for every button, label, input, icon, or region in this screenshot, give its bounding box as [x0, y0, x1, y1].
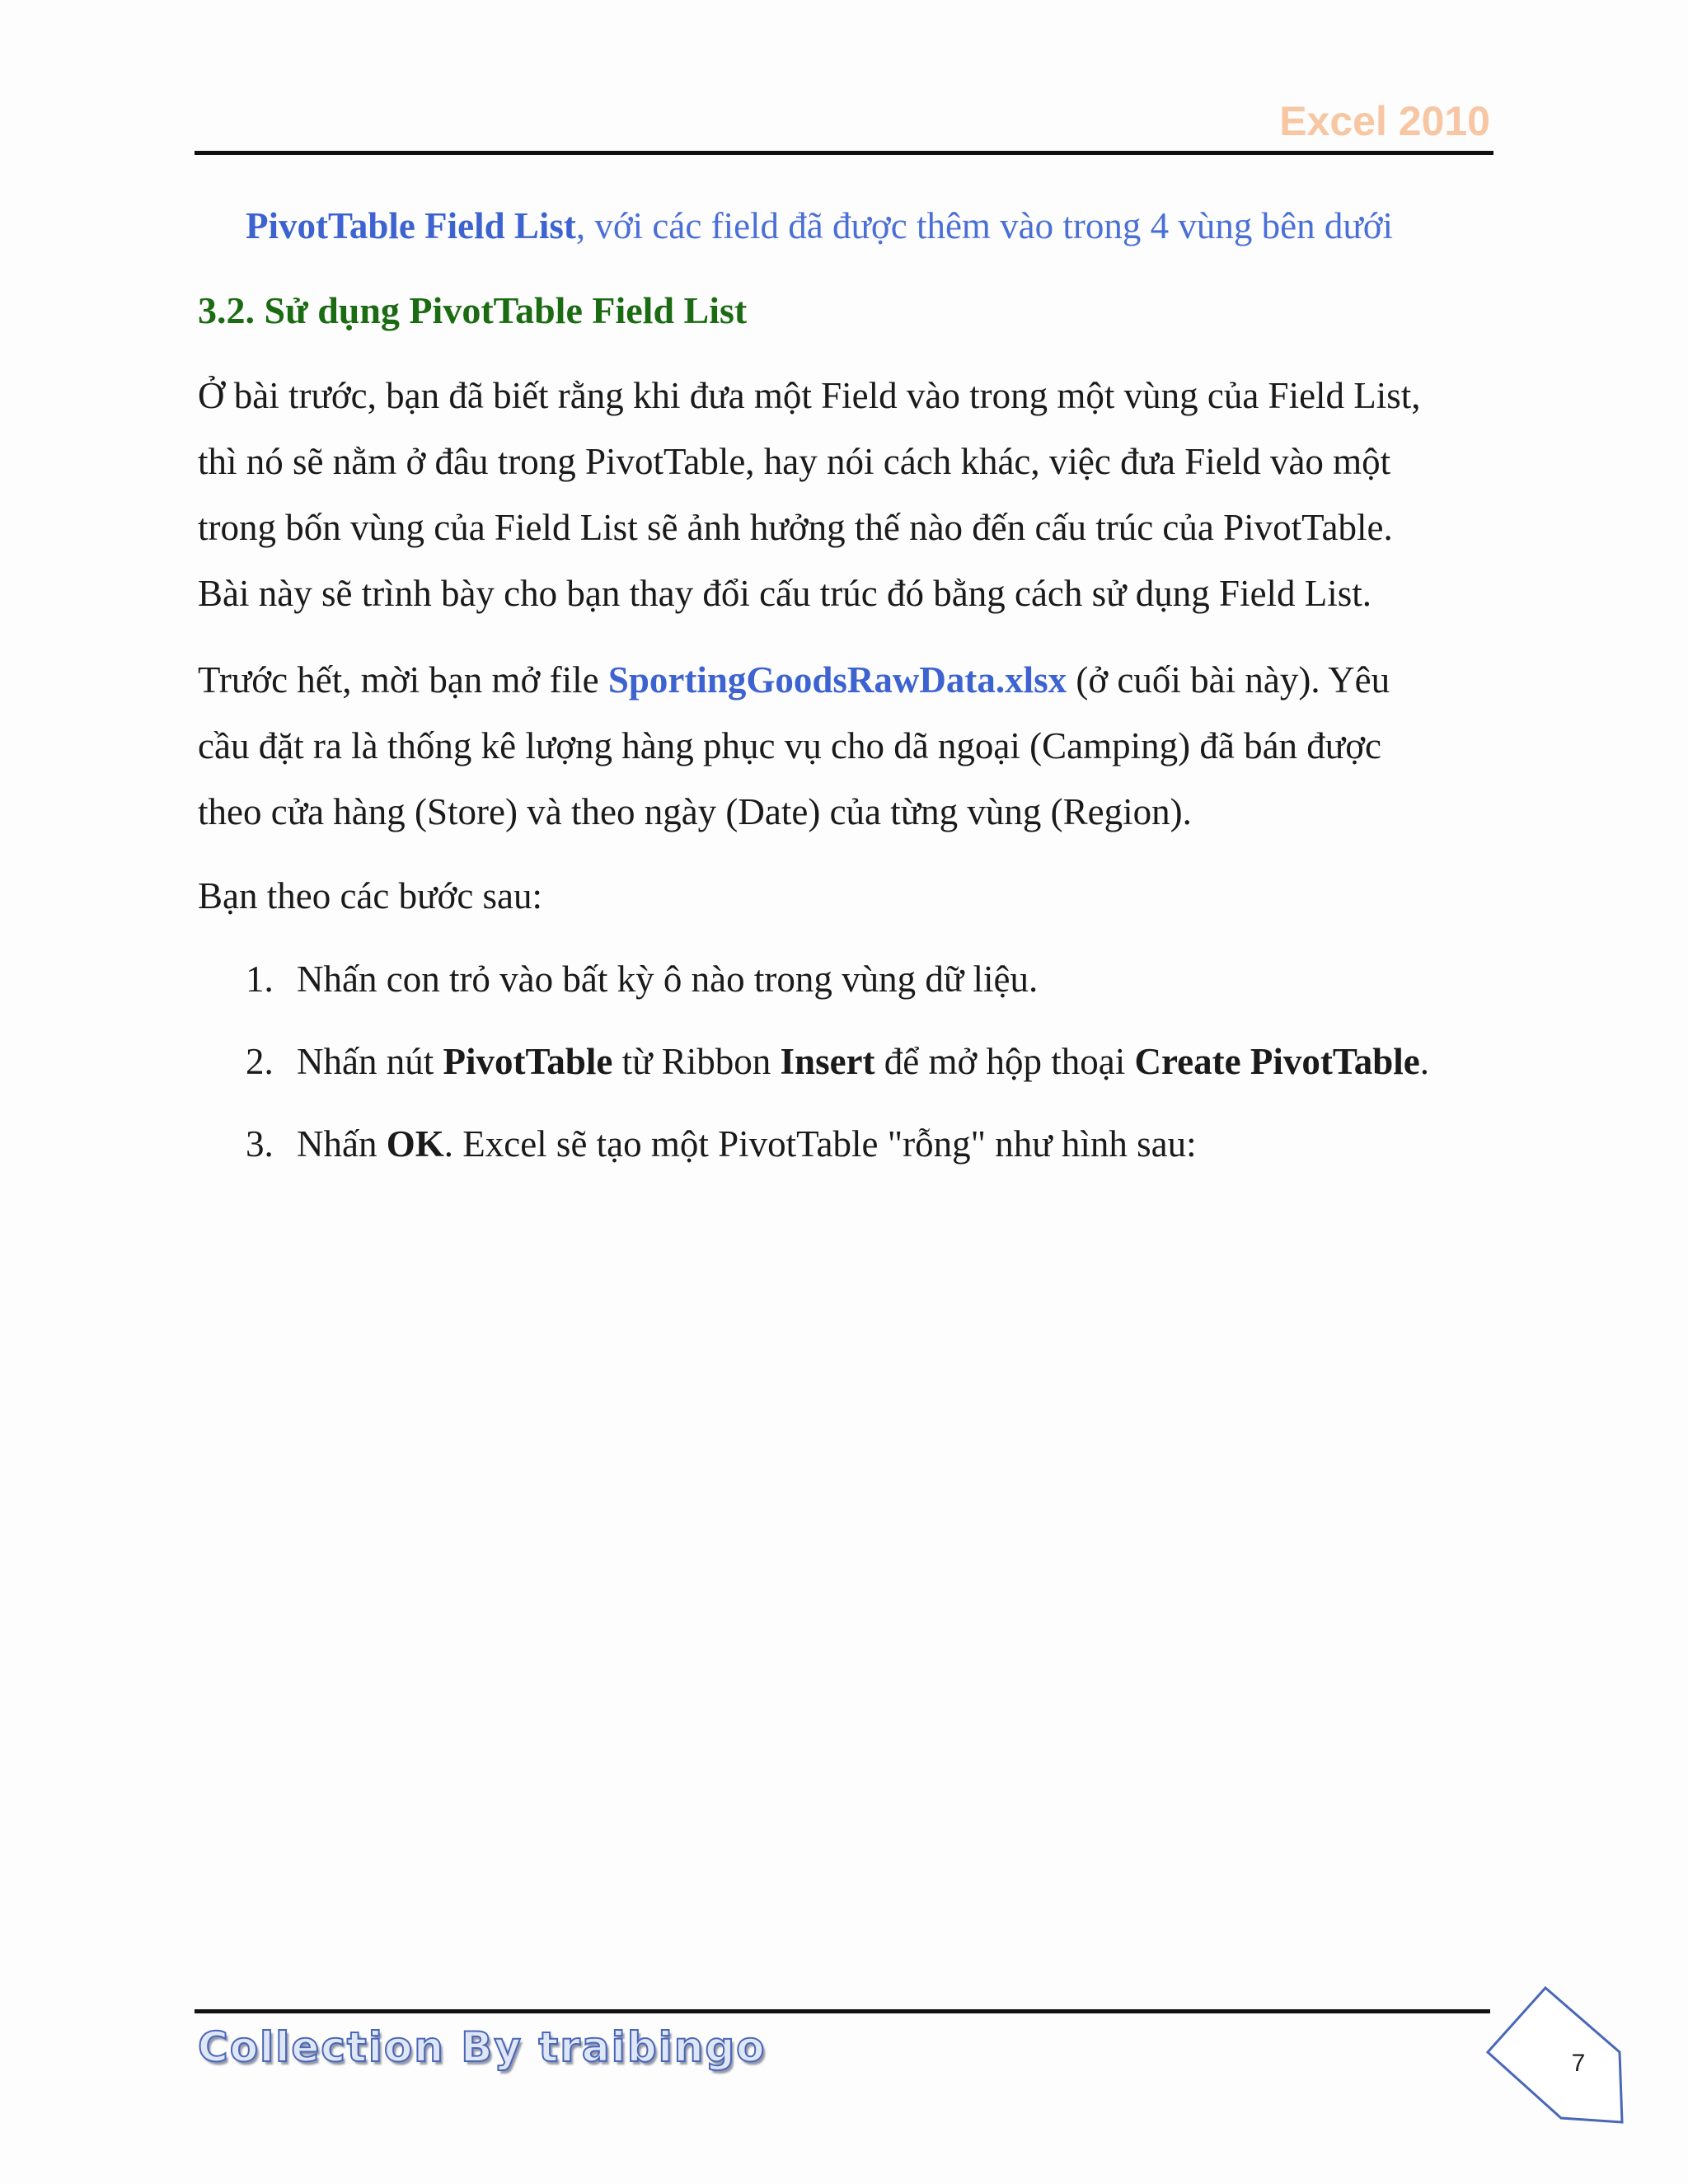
step-text: để mở hộp thoại — [874, 1041, 1135, 1082]
step-bold: OK — [386, 1123, 444, 1165]
step-text: Nhấn nút — [297, 1041, 443, 1082]
figure-caption — [246, 204, 1393, 247]
step-item — [246, 1111, 1429, 1193]
instruction-suffix: (ở cuối bài này). Yêu — [1067, 659, 1390, 701]
section-heading: 3.2. Sử dụng PivotTable Field List — [198, 289, 748, 331]
step-bold: Create PivotTable — [1134, 1041, 1420, 1082]
instruction-prefix: Trước hết, mời bạn mở file — [198, 659, 608, 701]
intro-line: Ở bài trước, bạn đã biết rằng khi đưa một Field vào trong một vùng của Field List, — [198, 375, 1421, 416]
step-text: Nhấn — [297, 1123, 387, 1165]
instruction-line: cầu đặt ra là thống kê lượng hàng phục vụ cho dã ngoại (Camping) đã bán được — [198, 725, 1381, 766]
page-number-badge-icon — [1484, 1978, 1632, 2126]
instruction-paragraph — [198, 647, 1390, 845]
step-text: . Excel sẽ tạo một PivotTable "rỗng" như hình sau: — [443, 1123, 1197, 1165]
step-item — [246, 946, 1429, 1029]
step-text: Nhấn con trỏ vào bất kỳ ô nào trong vùng dữ liệu. — [297, 958, 1039, 1000]
intro-line: Bài này sẽ trình bày cho bạn thay đổi cấu trúc đó bằng cách sử dụng Field List. — [198, 573, 1372, 614]
step-bold: Insert — [780, 1041, 875, 1082]
page-number: 7 — [1571, 2050, 1586, 2077]
file-link[interactable]: SportingGoodsRawData.xlsx — [607, 659, 1067, 701]
intro-line: trong bốn vùng của Field List sẽ ảnh hưởng thế nào đến cấu trúc của PivotTable. — [198, 507, 1393, 548]
footer-rule — [195, 2009, 1490, 2013]
instruction-line — [198, 647, 1390, 713]
intro-paragraph — [198, 363, 1421, 626]
step-text: từ Ribbon — [612, 1041, 781, 1082]
steps-intro — [198, 863, 542, 929]
caption-rest: , với các field đã được thêm vào trong 4 vùng bên dưới — [575, 205, 1394, 246]
step-bold: PivotTable — [443, 1041, 613, 1082]
step-item — [246, 1029, 1429, 1111]
step-number: 2. — [246, 1041, 274, 1082]
header-rule — [195, 151, 1493, 155]
caption-bold: PivotTable Field List — [246, 205, 576, 246]
step-number: 3. — [246, 1123, 274, 1165]
intro-line: thì nó sẽ nằm ở đâu trong PivotTable, hay nói cách khác, việc đưa Field vào một — [198, 441, 1391, 482]
footer-brand: Collection By traibingo — [198, 2023, 767, 2071]
header-title: Excel 2010 — [1279, 98, 1490, 144]
step-text: . — [1419, 1041, 1429, 1082]
step-number: 1. — [246, 958, 274, 1000]
steps-intro-text: Bạn theo các bước sau: — [198, 875, 543, 916]
instruction-line: theo cửa hàng (Store) và theo ngày (Date) của từng vùng (Region). — [198, 791, 1192, 832]
steps-list — [246, 946, 1429, 1193]
